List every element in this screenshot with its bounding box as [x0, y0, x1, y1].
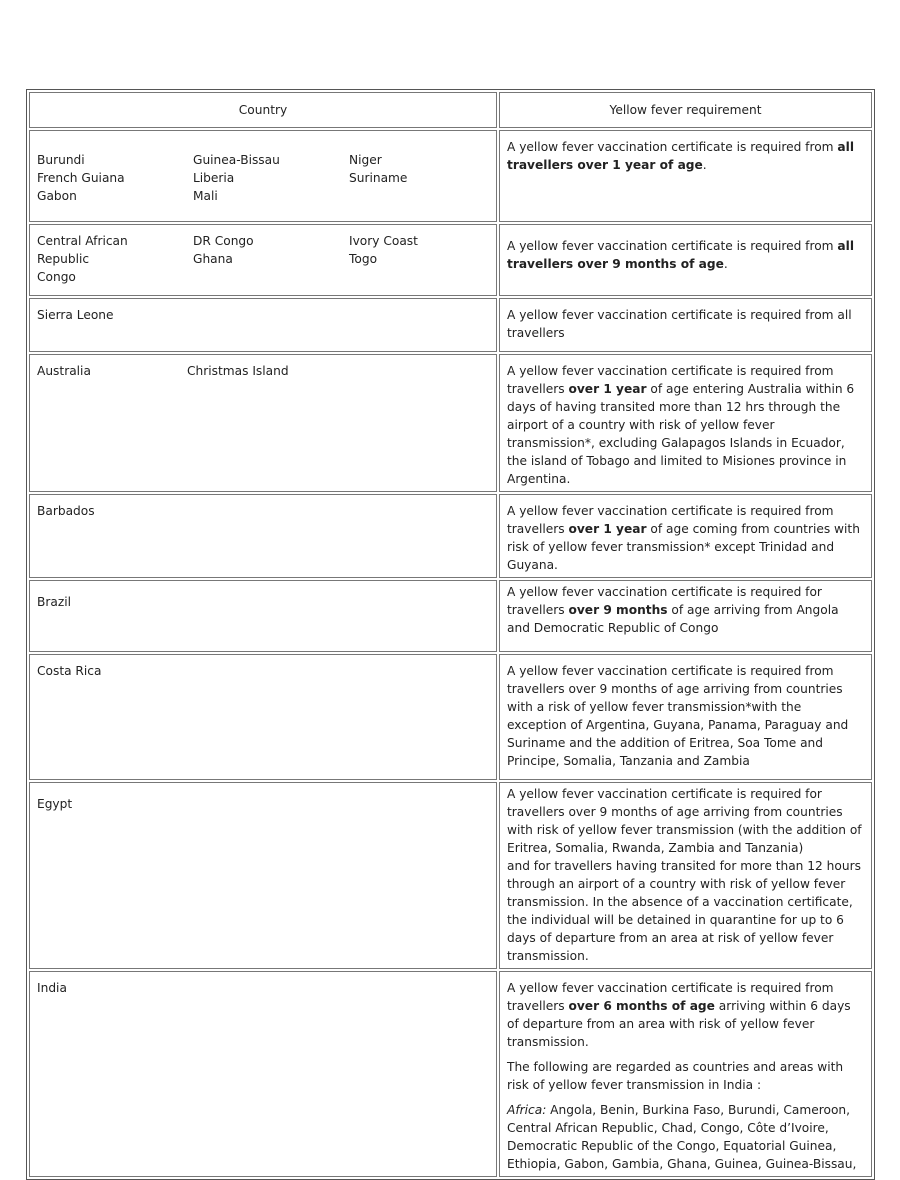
table-row	[29, 494, 872, 578]
country-cell	[29, 298, 497, 352]
country-cell	[29, 130, 497, 222]
requirement-cell	[499, 971, 872, 1177]
requirement-text: and for travellers having transited for more than 12 hours through an airport of a country with risk of yellow fever transmission. In the absence of a vaccination certificate, the individual will be detained in quarantine for up to 6 days of departure from an area at risk of yellow fever transmission.	[507, 859, 861, 963]
header-country: Country	[29, 92, 497, 128]
requirement-text: A yellow fever vaccination certificate is required for travellers	[507, 585, 822, 617]
country-cell	[29, 224, 497, 296]
requirement-cell	[499, 298, 872, 352]
country-name: Costa Rica	[37, 664, 102, 678]
requirement-cell	[499, 782, 872, 969]
country-cell	[29, 971, 497, 1177]
country-name: Niger	[349, 153, 382, 167]
requirement-cell	[499, 494, 872, 578]
requirement-text: A yellow fever vaccination certificate is required from	[507, 239, 838, 253]
country-cell	[29, 580, 497, 652]
requirement-text: A yellow fever vaccination certificate is required from all travellers	[507, 308, 852, 340]
requirement-text: A yellow fever vaccination certificate is required from travellers	[507, 504, 834, 536]
table-row	[29, 782, 872, 969]
country-cell	[29, 782, 497, 969]
country-name: Sierra Leone	[37, 308, 114, 322]
requirement-text: of age entering Australia within 6 days of having transited more than 12 hrs through the airport of a country with risk of yellow fever transmission*, excluding Galapagos Islands in Ecuador, the island of Tobago and limited to Misiones province in Argentina.	[507, 382, 855, 486]
country-list	[37, 362, 489, 380]
header-row	[29, 92, 872, 128]
table-row	[29, 354, 872, 492]
requirement-emphasis: all travellers over 1 year of age	[507, 140, 855, 172]
requirement-text: A yellow fever vaccination certificate is required from travellers over 9 months of age arriving from countries with a risk of yellow fever transmission*with the exception of Argentina, Guyana, Panama, Paraguay and Suriname and the addition of Eritrea, Soa Tome and Principe, Somalia, Tanzania and Zambia	[507, 664, 849, 768]
country-name: Liberia	[193, 171, 235, 185]
country-name: DR Congo	[193, 234, 254, 248]
country-name: Ghana	[193, 252, 233, 266]
country-name: Togo	[349, 252, 378, 266]
country-name: Congo	[37, 270, 76, 284]
country-list	[37, 151, 489, 205]
country-cell	[29, 654, 497, 780]
requirement-text: of age coming from countries with risk of yellow fever transmission* except Trinidad and Guyana.	[507, 522, 860, 572]
table-row	[29, 130, 872, 222]
requirement-cell	[499, 130, 872, 222]
requirement-text: arriving within 6 days of departure from an area with risk of yellow fever transmission.	[507, 999, 851, 1049]
country-name: India	[37, 981, 67, 995]
table-row	[29, 298, 872, 352]
country-name: Christmas Island	[187, 364, 289, 378]
table-row	[29, 580, 872, 652]
requirement-text: A yellow fever vaccination certificate is required from travellers	[507, 364, 834, 396]
table-row	[29, 971, 872, 1177]
country-name: Egypt	[37, 797, 73, 811]
country-name: Australia	[37, 364, 91, 378]
requirement-emphasis: over 9 months	[568, 603, 668, 617]
country-name: Ivory Coast	[349, 234, 418, 248]
requirement-text: .	[723, 257, 728, 271]
yellow-fever-table	[26, 89, 875, 1180]
requirement-text: A yellow fever vaccination certificate is required from	[507, 140, 838, 154]
requirement-text: .	[702, 158, 707, 172]
header-requirement: Yellow fever requirement	[499, 92, 872, 128]
country-name: Suriname	[349, 171, 408, 185]
requirement-cell	[499, 224, 872, 296]
country-name: Mali	[193, 189, 218, 203]
requirement-text: of age arriving from Angola and Democratic Republic of Congo	[507, 603, 839, 635]
requirement-cell	[499, 354, 872, 492]
table-row	[29, 224, 872, 296]
table-row	[29, 654, 872, 780]
requirement-emphasis: over 1 year	[568, 382, 647, 396]
requirement-cell	[499, 580, 872, 652]
country-name: Central African	[37, 234, 128, 248]
country-cell	[29, 354, 497, 492]
requirement-cell	[499, 654, 872, 780]
country-list	[37, 232, 489, 286]
country-name: Barbados	[37, 504, 95, 518]
requirement-text: Angola, Benin, Burkina Faso, Burundi, Cameroon, Central African Republic, Chad, Congo, Côte d’Ivoire, Democratic Republic of the Congo, Equatorial Guinea, Ethiopia, Gabon, Gambia, Ghana, Guinea, Guinea-Bissau,	[507, 1103, 857, 1171]
country-name: Republic	[37, 252, 90, 266]
country-name: Gabon	[37, 189, 77, 203]
requirement-text: A yellow fever vaccination certificate is required for travellers over 9 months of age arriving from countries with risk of yellow fever transmission (with the addition of Eritrea, Somalia, Rwanda, Zambia and Tanzania)	[507, 787, 862, 855]
country-name: French Guiana	[37, 171, 125, 185]
region-label: Africa:	[507, 1103, 547, 1117]
country-name: Burundi	[37, 153, 85, 167]
requirement-emphasis: all travellers over 9 months of age	[507, 239, 855, 271]
requirement-text: A yellow fever vaccination certificate is required from travellers	[507, 981, 834, 1013]
requirement-emphasis: over 6 months of age	[568, 999, 715, 1013]
requirement-emphasis: over 1 year	[568, 522, 647, 536]
country-cell	[29, 494, 497, 578]
country-name: Guinea-Bissau	[193, 153, 280, 167]
requirement-text: The following are regarded as countries and areas with risk of yellow fever transmission in India :	[507, 1060, 844, 1092]
country-name: Brazil	[37, 595, 72, 609]
